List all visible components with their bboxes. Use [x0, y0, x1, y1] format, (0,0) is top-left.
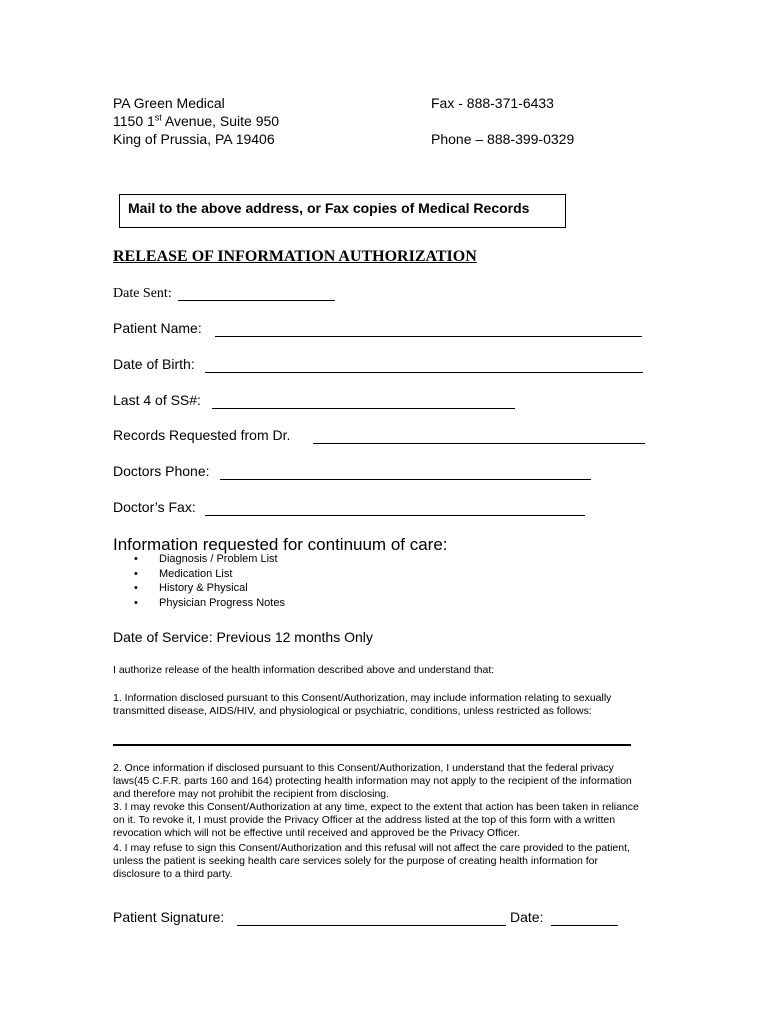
- patient-signature-label: Patient Signature:: [113, 909, 225, 925]
- ssn-last4-field[interactable]: [212, 394, 515, 409]
- ssn-last4-label: Last 4 of SS#:: [113, 392, 201, 408]
- list-item: • History & Physical: [132, 581, 285, 596]
- patient-name-label: Patient Name:: [113, 320, 202, 336]
- doctors-phone-label: Doctors Phone:: [113, 463, 210, 479]
- doctors-fax-field[interactable]: [205, 501, 585, 516]
- list-item: • Medication List: [132, 567, 285, 582]
- phone-number: Phone – 888-399-0329: [431, 131, 575, 147]
- records-from-label: Records Requested from Dr.: [113, 427, 291, 443]
- mail-notice-text: Mail to the above address, or Fax copies of Medical Records: [128, 200, 530, 216]
- signature-date-label: Date:: [510, 909, 544, 925]
- authorize-statement: I authorize release of the health information described above and understand that:: [113, 664, 495, 676]
- date-of-service: Date of Service: Previous 12 months Only: [113, 629, 373, 645]
- city-line: King of Prussia, PA 19406: [113, 131, 275, 147]
- clause-1: 1. Information disclosed pursuant to this Consent/Authorization, may include information relating to sexually transmitted disease, AIDS/HIV, and physiological or psychiatric, conditions, unless restricted as follows:: [113, 692, 612, 718]
- fax-number: Fax - 888-371-6433: [431, 95, 554, 111]
- clause-4: 4. I may refuse to sign this Consent/Authorization and this refusal will not affect the care provided to the patient, unless the patient is seeking health care services solely for the purpose of creating health information for disclosure to a third party.: [113, 842, 630, 881]
- signature-date-field[interactable]: [551, 911, 618, 926]
- doctors-fax-label: Doctor’s Fax:: [113, 499, 196, 515]
- address-number: 1150 1: [113, 113, 155, 129]
- doctors-phone-field[interactable]: [220, 465, 591, 480]
- restriction-line[interactable]: [113, 744, 631, 746]
- mail-notice-box: [119, 194, 566, 228]
- date-of-birth-label: Date of Birth:: [113, 356, 195, 372]
- date-sent-label: Date Sent:: [113, 286, 172, 301]
- org-name: PA Green Medical: [113, 95, 225, 111]
- list-item: • Physician Progress Notes: [132, 596, 285, 611]
- date-of-birth-field[interactable]: [205, 358, 643, 373]
- records-from-field[interactable]: [313, 429, 645, 444]
- address-street: Avenue, Suite 950: [161, 113, 280, 129]
- info-requested-heading: Information requested for continuum of care:: [113, 535, 448, 554]
- clause-3: 3. I may revoke this Consent/Authorization at any time, expect to the extent that action has been taken in reliance on it. To revoke it, I must provide the Privacy Officer at the address listed at the top of this form with a written revocation which will not be effective until received and approved be the Privacy Officer.: [113, 801, 639, 840]
- address-line: [113, 112, 279, 130]
- patient-name-field[interactable]: [215, 322, 642, 337]
- form-title: RELEASE OF INFORMATION AUTHORIZATION: [113, 248, 477, 265]
- list-item: • Diagnosis / Problem List: [132, 552, 285, 567]
- patient-signature-field[interactable]: [237, 911, 506, 926]
- address-ordinal: st: [154, 112, 162, 123]
- date-sent-field[interactable]: [178, 286, 335, 301]
- info-requested-list: [132, 552, 285, 610]
- clause-2: 2. Once information if disclosed pursuant to this Consent/Authorization, I understand that the federal privacy laws(45 C.F.R. parts 160 and 164) protecting health information may not apply to the recipient of the information and therefore may not prohibit the recipient from disclosing.: [113, 762, 632, 801]
